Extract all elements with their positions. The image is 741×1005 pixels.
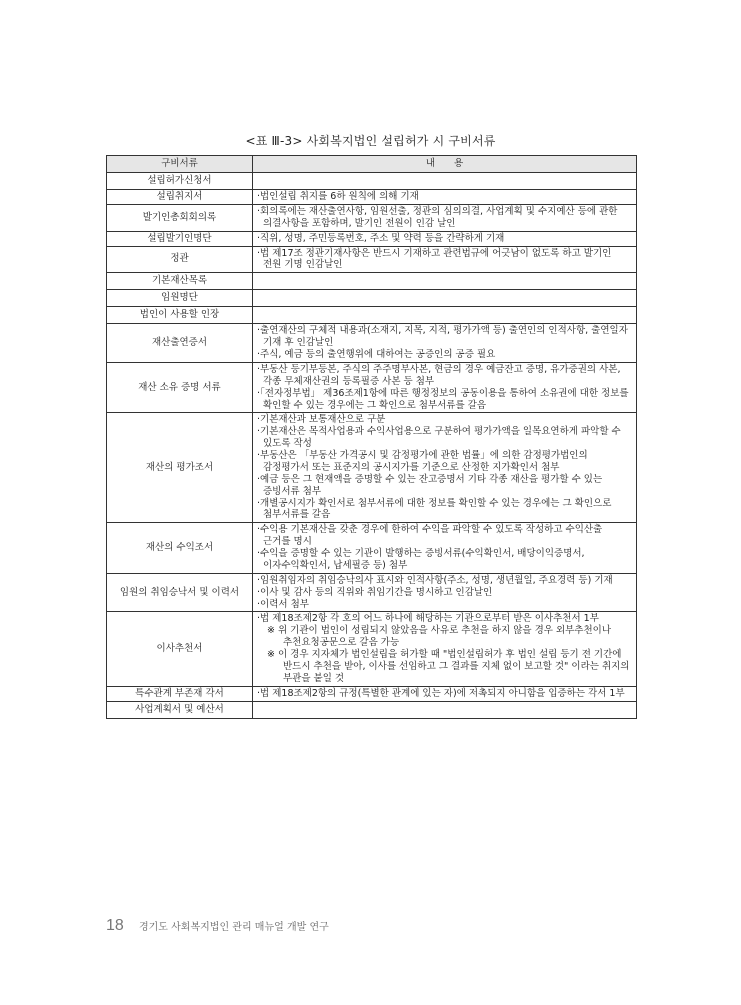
- table-row: [107, 190, 637, 205]
- page-number: 18: [106, 917, 124, 934]
- content-item: ·주식, 예금 등의 출연행위에 대하여는 공증인의 공증 필요: [257, 349, 496, 360]
- document-name-cell: 재산출연증서: [107, 324, 253, 363]
- content-item: ·부동산은 「부동산 가격공시 및 감정평가에 관한 법률」에 의한 감정평가법인의 감정평가서 또는 표준지의 공시지가를 기준으로 산정한 지가확인서 첨부: [257, 450, 588, 473]
- content-item: ·직위, 성명, 주민등록번호, 주소 및 약력 등을 간략하게 기재: [257, 232, 505, 244]
- column-header-documents: 구비서류: [107, 156, 253, 173]
- table-row: [107, 362, 637, 413]
- document-content-cell: [253, 573, 637, 612]
- document-content-cell: [253, 173, 637, 190]
- content-item: ·법 제18조제2항의 규정(특별한 관계에 있는 자)에 저촉되지 아니함을 입증하는 각서 1부: [257, 687, 625, 699]
- content-item: ·법 제17조 정관기재사항은 반드시 기재하고 관련법규에 어긋남이 없도록 하고 발기인 전원 기명 인감날인: [257, 247, 612, 271]
- document-name-cell: 기본재산목록: [107, 273, 253, 290]
- content-item: ·이력서 첨부: [257, 598, 309, 610]
- document-name-cell: 임원의 취임승낙서 및 이력서: [107, 573, 253, 612]
- document-name-cell: 재산 소유 증명 서류: [107, 362, 253, 413]
- document-content-cell: [253, 523, 637, 574]
- document-name-cell: 법인이 사용할 인장: [107, 307, 253, 324]
- content-item: ·임원취임자의 취임승낙의사 표시와 인적사항(주소, 성명, 생년월일, 주요경력 등) 기재: [257, 574, 613, 586]
- table-row: [107, 173, 637, 190]
- document-content-cell: [253, 413, 637, 523]
- content-note: ※ 위 기관이 법인이 성립되지 않았음을 사유로 추천을 하지 않을 경우 외부추천이나 추천요청공문으로 갈음 가능: [267, 625, 612, 649]
- document-content-cell: [253, 246, 637, 273]
- document-name-cell: 발기인총회회의록: [107, 204, 253, 231]
- table-row: [107, 204, 637, 231]
- table-row: [107, 686, 637, 701]
- table-row: [107, 246, 637, 273]
- content-item: ·법 제18조제2항 각 호의 어느 하나에 해당하는 기관으로부터 받은 이사추천서 1부: [257, 613, 599, 625]
- document-name-cell: 특수관계 부존재 각서: [107, 686, 253, 701]
- page-footer: [106, 917, 329, 935]
- document-content-cell: [253, 701, 637, 718]
- document-name-cell: 이사추천서: [107, 612, 253, 686]
- document-content-cell: [253, 290, 637, 307]
- content-item: ·수익을 증명할 수 있는 기관이 발행하는 증빙서류(수익확인서, 배당이익증명서, 이자수익확인서, 납세필증 등) 첨부: [257, 548, 585, 571]
- table-row: [107, 523, 637, 574]
- document-content-cell: [253, 324, 637, 363]
- content-item: ·「전자정부법」 제36조제1항에 따른 행정정보의 공동이용을 통하여 소유권에 대한 정보를 확인할 수 있는 경우에는 그 확인으로 첨부서류를 갈음: [257, 387, 629, 411]
- document-content-cell: [253, 204, 637, 231]
- document-name-cell: 사업계획서 및 예산서: [107, 701, 253, 718]
- document-name-cell: 임원명단: [107, 290, 253, 307]
- content-item: ·개별공시지가 확인서로 첨부서류에 대한 정보를 확인할 수 있는 경우에는 그 확인으로 첨부서류를 갈음: [257, 497, 612, 521]
- content-item: ·기본재산은 목적사업용과 수익사업용으로 구분하여 평가가액을 일목요연하게 파악할 수 있도록 작성: [257, 426, 621, 450]
- content-note: ※ 이 경우 지자체가 법인설립을 허가할 때 "법인설립허가 후 법인 설립 등기 전 기간에 반드시 추천을 받아, 이사를 선임하고 그 결과를 지체 없이 보고할 것" 이라는 취지의 부관을 붙일 것: [267, 649, 630, 684]
- table-row: [107, 612, 637, 686]
- table-row: [107, 324, 637, 363]
- table-row: [107, 290, 637, 307]
- content-item: ·이사 및 감사 등의 직위와 취임기간을 명시하고 인감날인: [257, 586, 493, 598]
- required-documents-table: [106, 155, 637, 719]
- document-name-cell: 재산의 평가조서: [107, 413, 253, 523]
- document-name-cell: 정관: [107, 246, 253, 273]
- content-item: ·수익용 기본재산을 갖춘 경우에 한하여 수익을 파악할 수 있도록 작성하고 수익산출 근거를 명시: [257, 524, 603, 548]
- document-content-cell: [253, 231, 637, 246]
- content-item: ·부동산 등기부등본, 주식의 주주명부사본, 현금의 경우 예금잔고 증명, 유가증권의 사본, 각종 무체재산권의 등록필증 사본 등 첨부: [257, 363, 621, 387]
- document-name-cell: 설립허가신청서: [107, 173, 253, 190]
- content-item: ·예금 등은 그 현재액을 증명할 수 있는 잔고증명서 기타 각종 재산을 평가할 수 있는 증빙서류 첨부: [257, 473, 603, 497]
- document-name-cell: 재산의 수익조서: [107, 523, 253, 574]
- document-content-cell: [253, 273, 637, 290]
- table-row: [107, 231, 637, 246]
- document-content-cell: [253, 307, 637, 324]
- column-header-content: 내 용: [253, 156, 637, 173]
- document-name-cell: 설립취지서: [107, 190, 253, 205]
- table-row: [107, 413, 637, 523]
- table-row: [107, 307, 637, 324]
- table-row: [107, 573, 637, 612]
- document-content-cell: [253, 612, 637, 686]
- content-item: ·법인설립 취지를 6하 원칙에 의해 기재: [257, 191, 419, 202]
- table-title: <표 Ⅲ-3> 사회복지법인 설립허가 시 구비서류: [245, 134, 496, 148]
- report-title: 경기도 사회복지법인 관리 매뉴얼 개발 연구: [138, 922, 329, 933]
- table-row: [107, 701, 637, 718]
- content-item: ·회의록에는 재산출연사항, 임원선출, 정관의 심의의결, 사업계획 및 수지예산 등에 관한 의결사항을 포함하며, 발기인 전원이 인감 날인: [257, 205, 618, 229]
- document-content-cell: [253, 686, 637, 701]
- content-item: ·출연재산의 구체적 내용과(소재지, 지목, 지적, 평가가액 등) 출연인의 인적사항, 출연일자 기재 후 인감날인: [257, 325, 628, 349]
- document-content-cell: [253, 362, 637, 413]
- document-content-cell: [253, 190, 637, 205]
- document-name-cell: 설립발기인명단: [107, 231, 253, 246]
- table-header-row: [107, 156, 637, 173]
- table-row: [107, 273, 637, 290]
- content-item: ·기본재산과 보통재산으로 구분: [257, 414, 386, 426]
